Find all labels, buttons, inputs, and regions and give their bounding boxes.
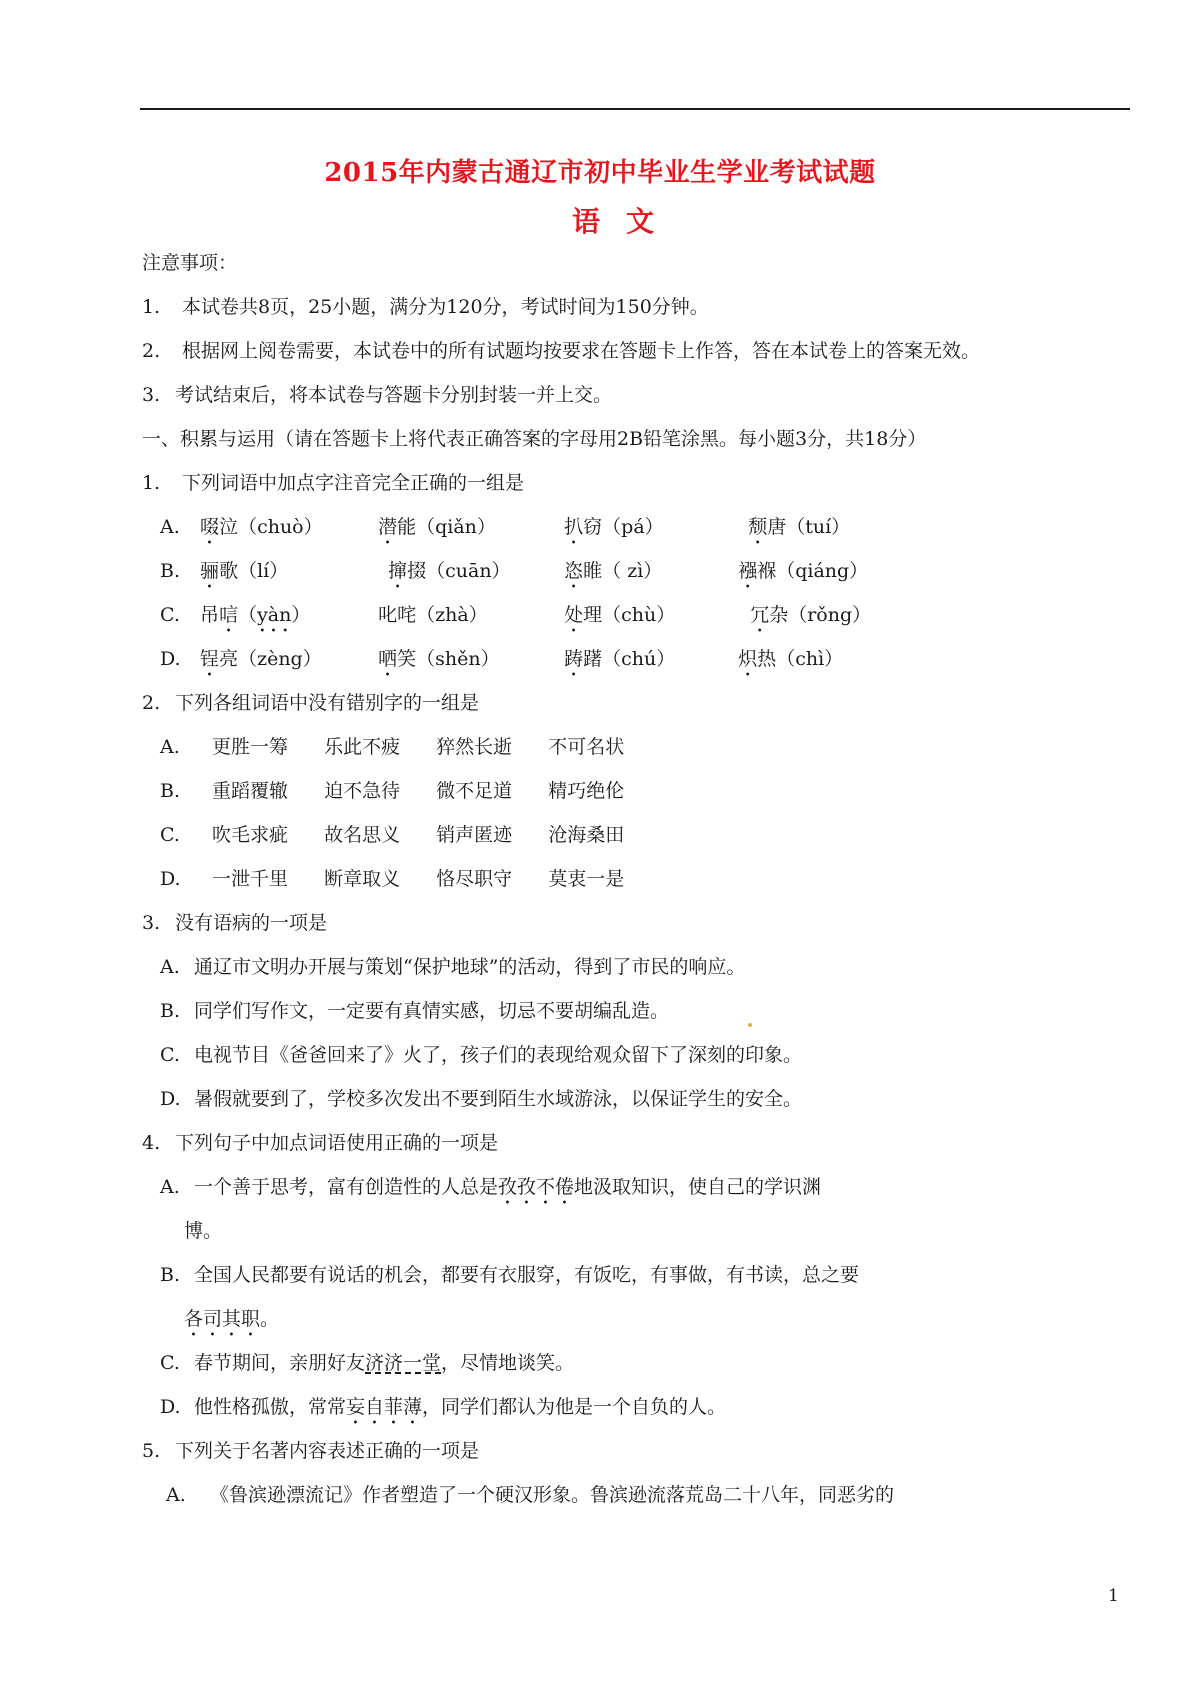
exam-title: 2015年内蒙古通辽市初中毕业生学业考试试题	[324, 158, 876, 188]
q2-c-phrase-3: 销声匿迹	[436, 824, 513, 846]
q1-option-d-label: D.	[160, 648, 181, 670]
q4-option-d	[160, 1394, 726, 1429]
q2-b-phrase-4: 精巧绝伦	[548, 780, 625, 802]
q3-option-b	[160, 998, 669, 1024]
q4-option-a-label: A.	[160, 1176, 180, 1198]
dotted-char: 哂	[378, 648, 398, 670]
dotted-char: 襁	[738, 560, 758, 582]
word-rest: 歌（lí）	[219, 560, 289, 582]
word-rest: 唐（tuí）	[767, 516, 851, 538]
q2-d-phrase-4: 莫衷一是	[548, 868, 625, 890]
q4-d-pre: 他性格孤傲，常常	[194, 1396, 347, 1418]
word-rest: 咤（zhà）	[397, 604, 488, 626]
q4-b-key-phrase: 各司其职	[184, 1308, 261, 1330]
q3-option-c-text: 电视节目《爸爸回来了》火了，孩子们的表现给观众留下了深刻的印象。	[194, 1044, 803, 1066]
q1-b-word-4	[738, 558, 868, 593]
q2-option-d-label: D.	[160, 868, 181, 890]
q1-option-b-label: B.	[160, 560, 181, 582]
notice-item-1-text: 本试卷共8页，25小题，满分为120分，考试时间为150分钟。	[182, 296, 709, 318]
q4-option-a	[160, 1174, 821, 1209]
question-5-number: 5.	[142, 1440, 161, 1462]
q1-d-word-1	[200, 646, 372, 681]
question-1-number: 1.	[142, 472, 161, 494]
notice-item-2-text: 根据网上阅卷需要，本试卷中的所有试题均按要求在答题卡上作答，答在本试卷上的答案无效。	[182, 340, 981, 362]
word-rest: 窃（pá）	[583, 516, 664, 538]
question-3-number: 3.	[142, 912, 161, 934]
word-rest: 亮（zèng）	[219, 648, 322, 670]
word-rest: 杂（rǒng）	[769, 604, 872, 626]
q2-option-b-label: B.	[160, 780, 181, 802]
q4-option-c-label: C.	[160, 1352, 180, 1374]
q5-option-a	[166, 1482, 894, 1508]
q1-b-word-2	[388, 558, 558, 593]
q2-option-c-label: C.	[160, 824, 180, 846]
q1-c-word-1	[200, 602, 372, 637]
q2-option-b	[160, 778, 624, 804]
dotted-char: 锃	[200, 648, 220, 670]
q2-d-phrase-2: 断章取义	[324, 868, 401, 890]
notice-heading: 注意事项：	[142, 252, 238, 274]
word-rest: 睢（ zì）	[583, 560, 663, 582]
q4-c-post: ，尽情地谈笑。	[441, 1352, 575, 1374]
question-1-stem	[142, 470, 524, 496]
q4-a-continuation: 博。	[184, 1220, 223, 1242]
q4-a-post: 地汲取知识，使自己的学识渊	[574, 1176, 822, 1198]
dotted-char: 颓	[748, 516, 768, 538]
q4-d-post: ，同学们都认为他是一个自负的人。	[422, 1396, 727, 1418]
q4-a-key-phrase: 孜孜不倦	[498, 1176, 575, 1198]
dotted-char: 撺	[388, 560, 408, 582]
question-5-text: 下列关于名著内容表述正确的一项是	[175, 1440, 480, 1462]
notice-item-3-number: 3.	[142, 384, 161, 406]
q2-option-a	[160, 734, 624, 760]
q4-a-pre: 一个善于思考，富有创造性的人总是	[194, 1176, 499, 1198]
top-rule	[140, 108, 1130, 110]
dotted-char: 扒	[564, 516, 584, 538]
word-rest: 理（chù）	[583, 604, 676, 626]
q1-b-word-3	[564, 558, 732, 593]
q4-option-c	[160, 1350, 574, 1376]
q2-option-c	[160, 822, 624, 848]
q2-b-phrase-3: 微不足道	[436, 780, 513, 802]
word-start: 吊	[200, 604, 220, 626]
q1-option-c-label: C.	[160, 604, 180, 626]
q1-a-word-3	[564, 514, 742, 549]
q3-option-d-label: D.	[160, 1088, 181, 1110]
q3-option-a	[160, 954, 745, 980]
q3-option-c	[160, 1042, 802, 1068]
q3-option-a-text: 通辽市文明办开展与策划“保护地球”的活动，得到了市民的响应。	[194, 956, 746, 978]
word-rest: 笑（shěn）	[397, 648, 500, 670]
q1-a-word-2	[378, 514, 558, 549]
dotted-char: 骊	[200, 560, 220, 582]
q2-option-d	[160, 866, 624, 892]
notice-item-1-number: 1.	[142, 296, 161, 318]
notice-item-1	[142, 294, 709, 320]
dotted-char: 处	[564, 604, 584, 626]
notice-item-3-text: 考试结束后，将本试卷与答题卡分别封装一并上交。	[175, 384, 613, 406]
question-4-stem	[142, 1130, 498, 1156]
q2-d-phrase-1: 一泄千里	[212, 868, 289, 890]
notice-item-2	[142, 338, 980, 364]
word-rest: 褓（qiáng）	[757, 560, 869, 582]
q1-option-d	[160, 646, 843, 681]
q1-a-word-4	[748, 514, 850, 549]
q2-c-phrase-1: 吹毛求疵	[212, 824, 289, 846]
q1-option-a	[160, 514, 850, 549]
q2-c-phrase-2: 故名思义	[324, 824, 401, 846]
word-rest: 掇（cuān）	[407, 560, 511, 582]
q2-a-phrase-3: 猝然长逝	[436, 736, 513, 758]
question-2-stem	[142, 690, 479, 716]
dotted-char: 炽	[738, 648, 758, 670]
q5-option-a-text: 《鲁滨逊漂流记》作者塑造了一个硬汉形象。鲁滨逊流落荒岛二十八年，同恶劣的	[210, 1484, 895, 1506]
q4-c-key-phrase: 济济一堂	[365, 1352, 442, 1374]
q3-option-d-text: 暑假就要到了，学校多次发出不要到陌生水域游泳，以保证学生的安全。	[194, 1088, 803, 1110]
q4-b-continuation	[184, 1306, 279, 1341]
word-rest: 泣（chuò）	[219, 516, 323, 538]
q4-b-post: 。	[260, 1308, 280, 1330]
word-rest: 热（chì）	[757, 648, 844, 670]
q1-d-word-3	[564, 646, 732, 681]
q2-a-phrase-4: 不可名状	[548, 736, 625, 758]
question-3-stem	[142, 910, 327, 936]
q1-option-a-label: A.	[160, 516, 180, 538]
q3-option-d	[160, 1086, 802, 1112]
q4-option-d-label: D.	[160, 1396, 181, 1418]
notice-item-3	[142, 382, 612, 408]
q2-a-phrase-2: 乐此不疲	[324, 736, 401, 758]
q3-option-c-label: C.	[160, 1044, 180, 1066]
page-number: 1	[1108, 1586, 1119, 1606]
q1-c-word-2	[378, 602, 558, 628]
q1-d-word-4	[738, 646, 843, 681]
dotted-char: 恣	[564, 560, 584, 582]
q2-option-a-label: A.	[160, 736, 180, 758]
dotted-char: 踌	[564, 648, 584, 670]
q1-c-word-3	[564, 602, 744, 637]
dotted-tail: 唁（yàn）	[219, 604, 311, 626]
notice-item-2-number: 2.	[142, 340, 161, 362]
q1-c-word-4	[750, 602, 871, 637]
q5-option-a-label: A.	[166, 1484, 186, 1506]
subject-title: 语文	[571, 205, 680, 238]
q4-b-pre: 全国人民都要有说话的机会，都要有衣服穿，有饭吃，有事做，有书读，总之要	[194, 1264, 860, 1286]
q1-option-b	[160, 558, 868, 593]
q2-d-phrase-3: 恪尽职守	[436, 868, 513, 890]
dotted-char: 潜	[378, 516, 398, 538]
stray-mark	[748, 1023, 752, 1027]
q2-b-phrase-2: 迫不急待	[324, 780, 401, 802]
question-2-text: 下列各组词语中没有错别字的一组是	[175, 692, 480, 714]
question-1-text: 下列词语中加点字注音完全正确的一组是	[182, 472, 525, 494]
q1-option-c	[160, 602, 871, 637]
dotted-char: 啜	[200, 516, 220, 538]
q4-option-b-label: B.	[160, 1264, 181, 1286]
q1-d-word-2	[378, 646, 558, 681]
q4-option-b	[160, 1262, 859, 1288]
question-5-stem	[142, 1438, 479, 1464]
dotted-char: 冗	[750, 604, 770, 626]
q3-option-a-label: A.	[160, 956, 180, 978]
q1-a-word-1	[200, 514, 372, 549]
q4-c-pre: 春节期间，亲朋好友	[194, 1352, 366, 1374]
question-4-text: 下列句子中加点词语使用正确的一项是	[175, 1132, 499, 1154]
q2-b-phrase-1: 重蹈覆辙	[212, 780, 289, 802]
q1-b-word-1	[200, 558, 382, 593]
q3-option-b-label: B.	[160, 1000, 181, 1022]
word-rest: 躇（chú）	[583, 648, 676, 670]
q2-c-phrase-4: 沧海桑田	[548, 824, 625, 846]
q2-a-phrase-1: 更胜一筹	[212, 736, 289, 758]
question-2-number: 2.	[142, 692, 161, 714]
word-rest: 能（qiǎn）	[397, 516, 496, 538]
q3-option-b-text: 同学们写作文，一定要有真情实感，切忌不要胡编乱造。	[194, 1000, 670, 1022]
section-1-heading: 一、积累与运用（请在答题卡上将代表正确答案的字母用2B铅笔涂黑。每小题3分，共18分）	[142, 428, 927, 450]
question-4-number: 4.	[142, 1132, 161, 1154]
word-start: 叱	[378, 604, 398, 626]
question-3-text: 没有语病的一项是	[175, 912, 328, 934]
q4-d-key-phrase: 妄自菲薄	[346, 1396, 423, 1418]
